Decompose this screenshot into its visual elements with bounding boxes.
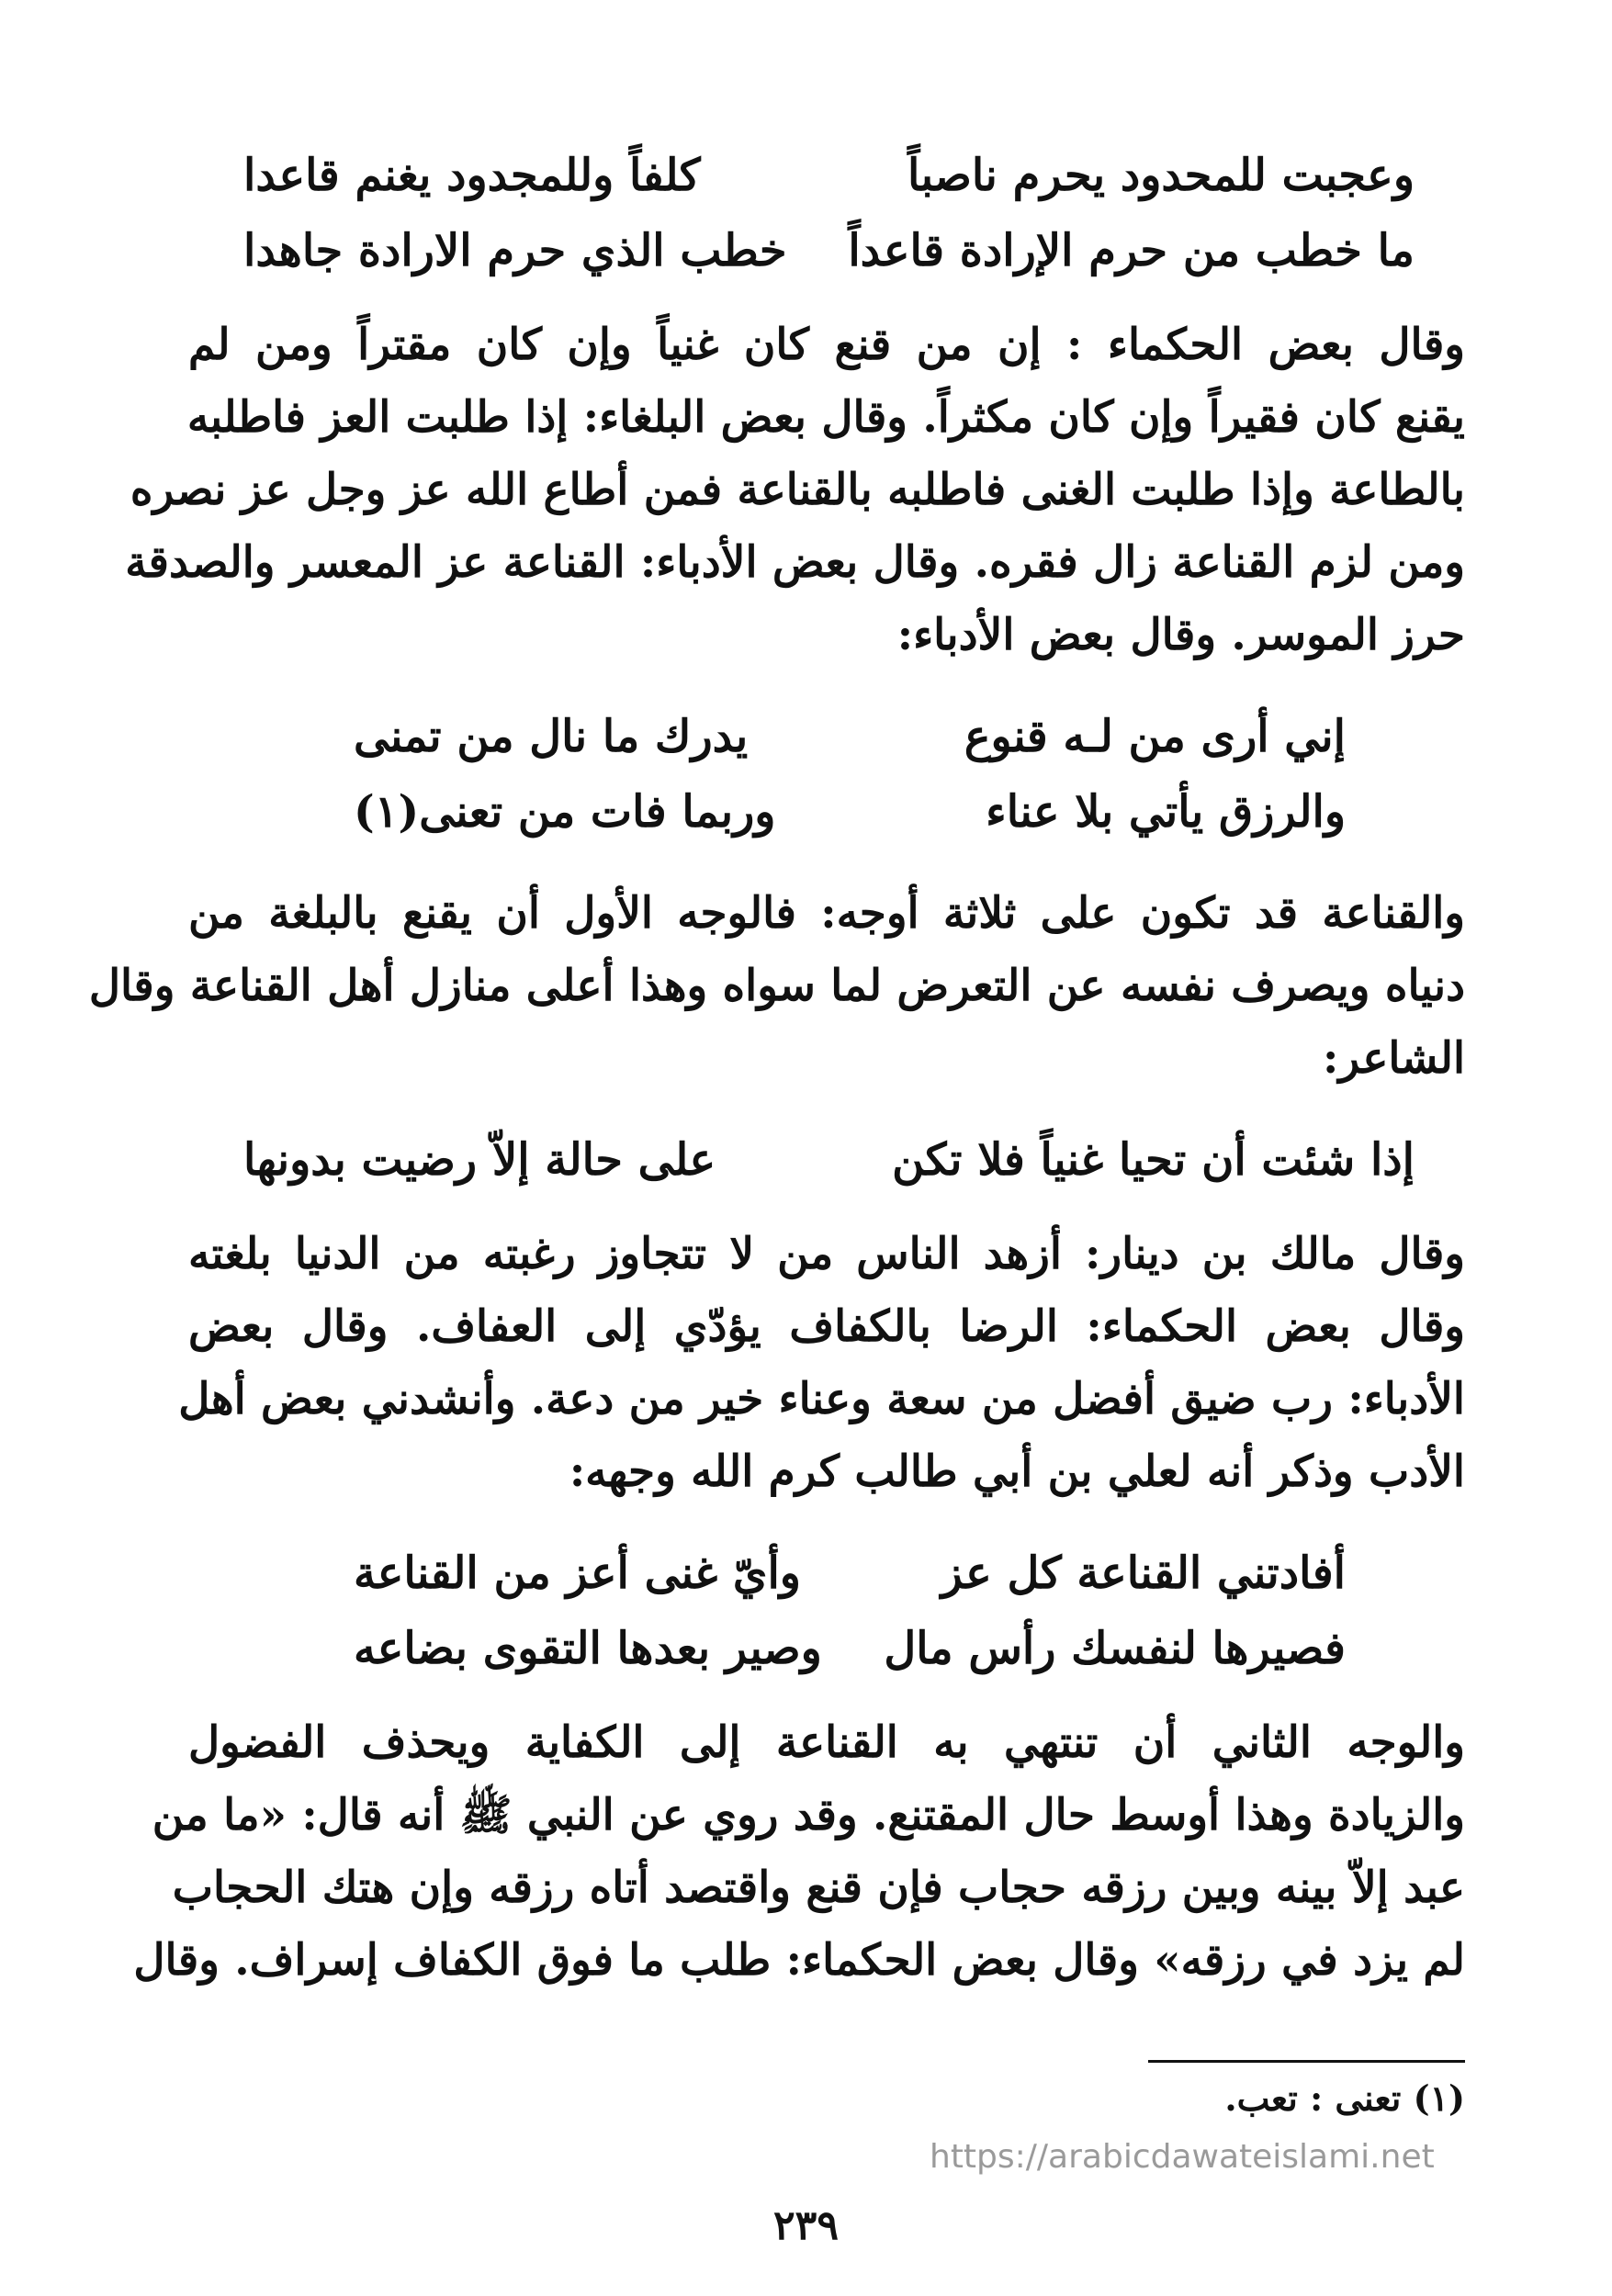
text-line: وقال بعض الحكماء: الرضا بالكفاف يؤدّي إلى العفاف. وقال بعض	[188, 1301, 1465, 1352]
text-line: دنياه ويصرف نفسه عن التعرض لما سواه وهذا أعلى منازل أهل القناعة وقال	[88, 961, 1465, 1011]
verse-first-hemistich: والرزق يأتي بلا عناء	[986, 786, 1346, 838]
page-number: ٢٣٩	[773, 2202, 839, 2249]
page-body	[88, 138, 1465, 1997]
verse-line	[354, 1611, 1346, 1686]
text-line: الأدباء: رب ضيق أفضل من سعة وعناء خير من دعة. وأنشدني بعض أهل	[178, 1374, 1465, 1424]
text-line: عبد إلاّ بينه وبين رزقه حجاب فإن قنع واقتصد أتاه رزقه وإن هتك الحجاب	[172, 1863, 1465, 1913]
text-line: والوجه الثاني أن تنتهي به القناعة إلى الكفاية ويحذف الفضول	[188, 1717, 1465, 1768]
text-line: بالطاعة وإذا طلبت الغنى فاطلبه بالقناعة فمن أطاع الله عز وجل عز نصره	[130, 465, 1465, 515]
text-line: يقنع كان فقيراً وإن كان مكثراً. وقال بعض البلغاء: إذا طلبت العز فاطلبه	[186, 392, 1465, 443]
verse-first-hemistich: فصيرها لنفسك رأس مال	[884, 1623, 1346, 1674]
paragraph-3	[178, 1218, 1465, 1508]
verse-second-hemistich: خطب الذي حرم الارادة جاهدا	[243, 225, 787, 276]
text-line: لم يزد في رزقه» وقال بعض الحكماء: طلب ما فوق الكفاف إسراف. وقال	[133, 1935, 1465, 1986]
text-line: وقال مالك بن دينار: أزهد الناس من لا تتجاوز رغبته من الدنيا بلغته	[188, 1229, 1465, 1279]
paragraph-2	[88, 877, 1465, 1095]
text-line: والزيادة وهذا أوسط حال المقتنع. وقد روي عن النبي ﷺ أنه قال: «ما من	[152, 1790, 1465, 1840]
verse-first-hemistich: أفادتني القناعة كل عز	[941, 1548, 1346, 1599]
verse-second-hemistich: يدرك ما نال من تمنى	[354, 711, 749, 762]
verse-line	[243, 1122, 1415, 1198]
verse-line	[354, 1536, 1346, 1611]
verse-second-hemistich: وأيّ غنى أعز من القناعة	[354, 1548, 801, 1599]
verse-line	[243, 213, 1415, 288]
poem-1	[188, 138, 1465, 288]
text-line: والقناعة قد تكون على ثلاثة أوجه: فالوجه الأول أن يقنع بالبلغة من	[188, 888, 1465, 939]
poem-3	[188, 1122, 1465, 1198]
verse-line	[354, 699, 1346, 774]
text-line: الأدب وذكر أنه لعلي بن أبي طالب كرم الله وجهه:	[569, 1446, 1465, 1497]
text-line: حرز الموسر. وقال بعض الأدباء:	[896, 610, 1465, 660]
verse-second-hemistich: وربما فات من تعنى(١)	[354, 786, 776, 838]
verse-line	[354, 774, 1346, 850]
verse-first-hemistich: وعجبت للمحدود يحرم ناصباً	[907, 150, 1415, 201]
verse-first-hemistich: إني أرى من لـه قنوع	[964, 711, 1346, 762]
verse-line	[243, 138, 1415, 213]
paragraph-1	[125, 309, 1465, 671]
footnote: (١) تعنى : تعب.	[1224, 2077, 1465, 2119]
watermark-url: https://arabicdawateislami.net	[930, 2138, 1435, 2176]
text-line: وقال بعض الحكماء : إن من قنع كان غنياً وإن كان مقتراً ومن لم	[188, 320, 1465, 370]
verse-second-hemistich: وصير بعدها التقوى بضاعه	[354, 1623, 822, 1674]
verse-second-hemistich: على حالة إلاّ رضيت بدونها	[243, 1134, 716, 1186]
poem-2	[188, 699, 1465, 850]
verse-first-hemistich: ما خطب من حرم الإرادة قاعداً	[848, 225, 1415, 276]
paragraph-4	[133, 1706, 1465, 1997]
verse-second-hemistich: كلفاً وللمجدود يغنم قاعدا	[243, 150, 701, 201]
poem-4	[188, 1536, 1465, 1686]
text-line: ومن لزم القناعة زال فقره. وقال بعض الأدباء: القناعة عز المعسر والصدقة	[125, 537, 1465, 588]
verse-first-hemistich: إذا شئت أن تحيا غنياً فلا تكن	[892, 1134, 1415, 1186]
footnote-divider	[1148, 2060, 1465, 2063]
text-line: الشاعر:	[1323, 1033, 1465, 1084]
